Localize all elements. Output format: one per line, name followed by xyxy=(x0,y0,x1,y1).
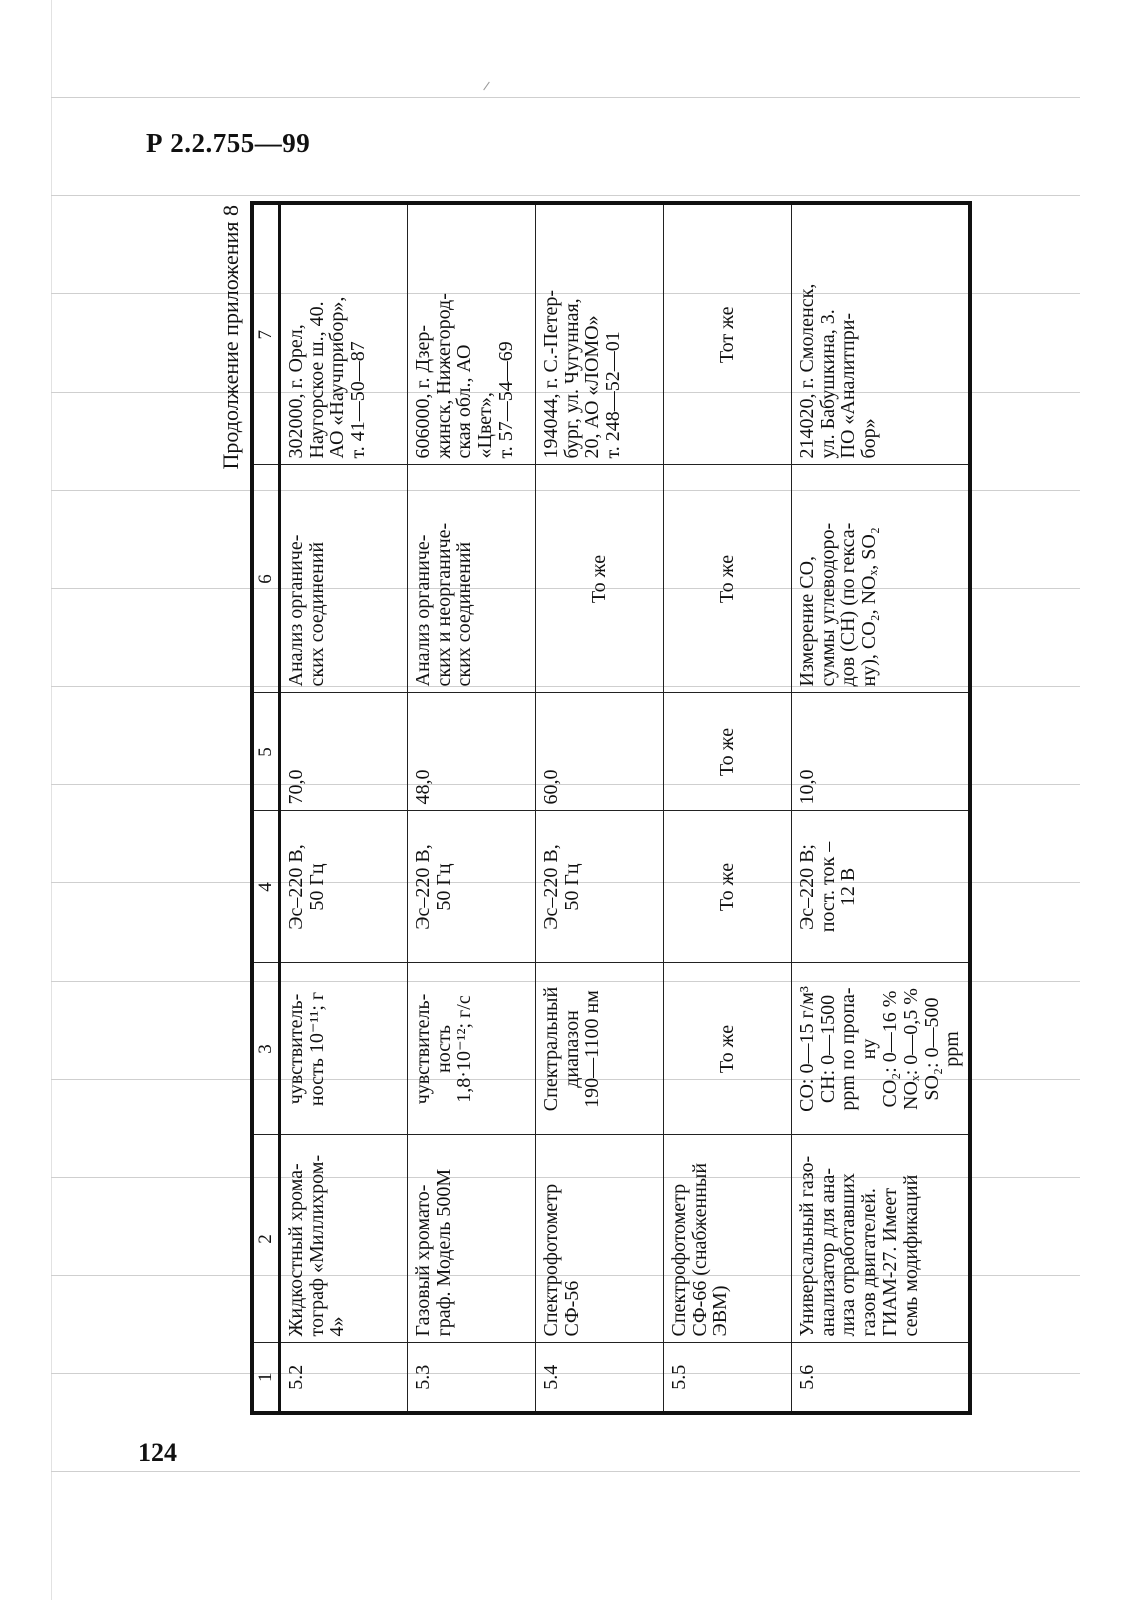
application: Измерение СО, суммы углеводоро- дов (СН) (по гекса- ну), СО₂, NOₓ, SO₂ xyxy=(791,465,970,693)
application: То же xyxy=(535,465,663,693)
document-number: Р 2.2.755—99 xyxy=(146,128,311,158)
column-header: 7 xyxy=(252,203,279,465)
scan-guide-line xyxy=(51,1471,1080,1472)
table-row xyxy=(663,203,791,1413)
column-header: 1 xyxy=(252,1343,279,1413)
manufacturer-address: 194044, г. С.-Петер- бург, ул. Чугунная, 20, АО «ЛОМО» т. 248—52—01 xyxy=(535,203,663,465)
power-supply: Эс–220 В; пост. ток – 12 В xyxy=(791,811,970,963)
manufacturer-address: 606000, г. Дзер- жинск, Нижегород- ская обл., АО «Цвет», т. 57—54—69 xyxy=(407,203,535,465)
device-value: 70,0 xyxy=(279,693,407,811)
power-supply: Эс–220 В, 50 Гц xyxy=(279,811,407,963)
manufacturer-address: Тот же xyxy=(663,203,791,465)
device-spec: СО: 0—15 г/м³ СН: 0—1500 ppm по пропа- ну СО₂: 0—16 % NOₓ: 0—0,5 % SO₂: 0—500 ppm xyxy=(791,963,970,1135)
column-header: 3 xyxy=(252,963,279,1135)
device-spec: чувствитель- ность 10⁻¹¹; г xyxy=(279,963,407,1135)
column-header: 5 xyxy=(252,693,279,811)
scan-guide-line xyxy=(51,195,1080,196)
device-spec: чувствитель- ность 1,8·10⁻¹²; г/с xyxy=(407,963,535,1135)
device-value: 60,0 xyxy=(535,693,663,811)
device-name: Жидкостный хрома- тограф «Миллихром- 4» xyxy=(279,1135,407,1343)
table-row xyxy=(535,203,663,1413)
device-name: Газовый хромато- граф. Модель 500М xyxy=(407,1135,535,1343)
application: То же xyxy=(663,465,791,693)
page-number: 124 xyxy=(138,1438,177,1467)
equipment-table xyxy=(250,201,972,1415)
manufacturer-address: 214020, г. Смоленск, ул. Бабушкина, 3. ПО «Аналитпри- бор» xyxy=(791,203,970,465)
scan-guide-line xyxy=(51,97,1080,98)
table-row xyxy=(791,203,970,1413)
table-row xyxy=(279,203,407,1413)
application: Анализ органиче- ских и неорганиче- ских соединений xyxy=(407,465,535,693)
item-number: 5.5 xyxy=(663,1343,791,1413)
rotated-table-block xyxy=(214,205,964,1415)
scan-mark xyxy=(483,82,490,91)
column-header: 6 xyxy=(252,465,279,693)
application: Анализ органиче- ских соединений xyxy=(279,465,407,693)
scan-margin-line xyxy=(51,0,52,1600)
manufacturer-address: 302000, г. Орел, Наугорское ш., 40. АО «Научприбор», т. 41—50—87 xyxy=(279,203,407,465)
power-supply: Эс–220 В, 50 Гц xyxy=(407,811,535,963)
device-spec: То же xyxy=(663,963,791,1135)
device-name: Спектрофотометр СФ-56 xyxy=(535,1135,663,1343)
column-header: 4 xyxy=(252,811,279,963)
column-header: 2 xyxy=(252,1135,279,1343)
item-number: 5.6 xyxy=(791,1343,970,1413)
device-value: 48,0 xyxy=(407,693,535,811)
device-name: Универсальный газо- анализатор для ана- лиза отработавших газов двигателей. ГИАМ-27. Имеет семь модификаций xyxy=(791,1135,970,1343)
power-supply: Эс–220 В, 50 Гц xyxy=(535,811,663,963)
device-value: То же xyxy=(663,693,791,811)
device-name: Спектрофотометр СФ-66 (снабженный ЭВМ) xyxy=(663,1135,791,1343)
item-number: 5.2 xyxy=(279,1343,407,1413)
table-header-row xyxy=(252,203,279,1413)
device-value: 10,0 xyxy=(791,693,970,811)
power-supply: То же xyxy=(663,811,791,963)
item-number: 5.4 xyxy=(535,1343,663,1413)
table-row xyxy=(407,203,535,1413)
table-caption: Продолжение приложения 8 xyxy=(218,205,243,470)
item-number: 5.3 xyxy=(407,1343,535,1413)
device-spec: Спектральный диапазон 190—1100 нм xyxy=(535,963,663,1135)
